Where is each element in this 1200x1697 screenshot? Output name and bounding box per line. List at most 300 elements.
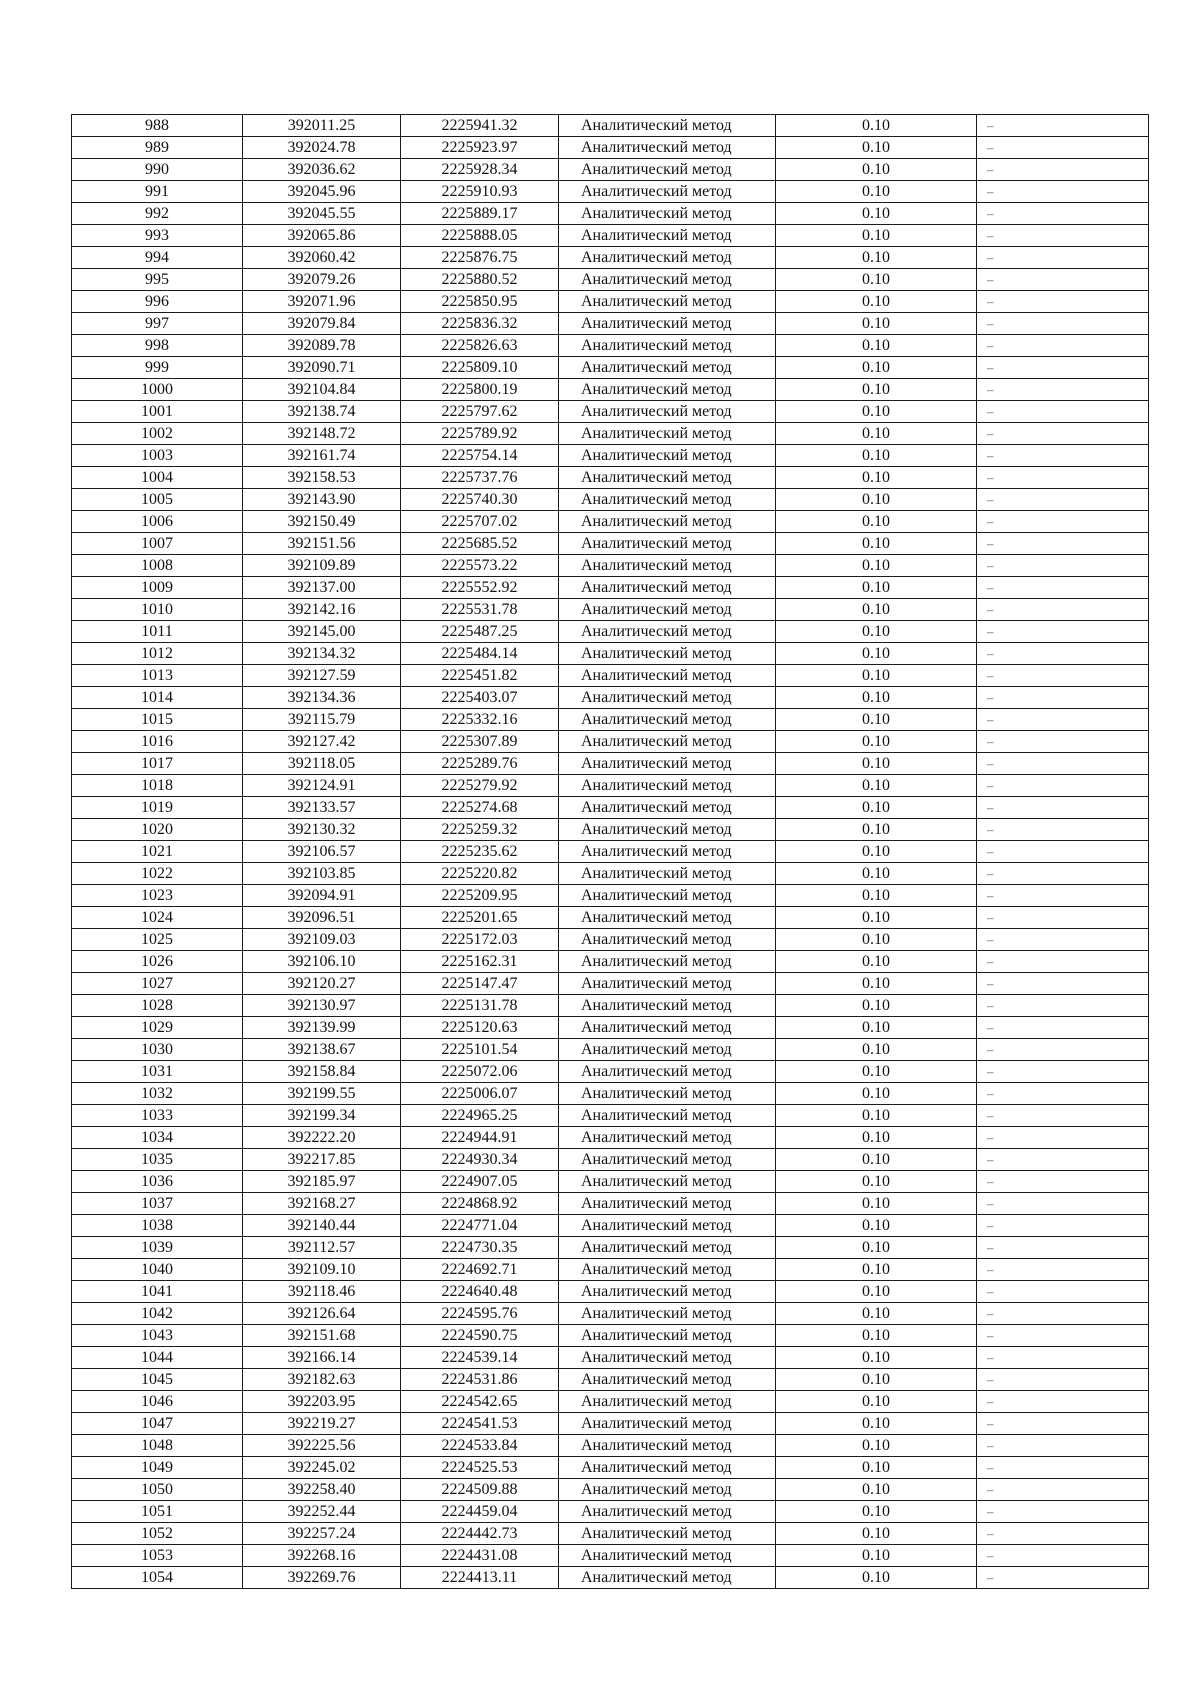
y-coordinate-cell: 2225101.54 [401,1039,559,1061]
note-cell: – [977,621,1149,643]
note-cell: – [977,951,1149,973]
y-coordinate-cell: 2225573.22 [401,555,559,577]
accuracy-cell: 0.10 [776,951,977,973]
note-cell: – [977,907,1149,929]
point-number-cell: 1037 [72,1193,243,1215]
table-row [72,1061,1149,1083]
y-coordinate-cell: 2225201.65 [401,907,559,929]
note-cell: – [977,489,1149,511]
point-number-cell: 1043 [72,1325,243,1347]
note-cell: – [977,159,1149,181]
x-coordinate-cell: 392115.79 [243,709,401,731]
table-row [72,1501,1149,1523]
table-row [72,1479,1149,1501]
note-cell: – [977,137,1149,159]
point-number-cell: 1013 [72,665,243,687]
method-cell: Аналитический метод [559,1127,776,1149]
method-cell: Аналитический метод [559,1479,776,1501]
accuracy-cell: 0.10 [776,511,977,533]
point-number-cell: 1007 [72,533,243,555]
y-coordinate-cell: 2224542.65 [401,1391,559,1413]
y-coordinate-cell: 2225289.76 [401,753,559,775]
table-row [72,709,1149,731]
accuracy-cell: 0.10 [776,1303,977,1325]
accuracy-cell: 0.10 [776,929,977,951]
method-cell: Аналитический метод [559,1193,776,1215]
method-cell: Аналитический метод [559,1215,776,1237]
accuracy-cell: 0.10 [776,1017,977,1039]
x-coordinate-cell: 392096.51 [243,907,401,929]
y-coordinate-cell: 2224640.48 [401,1281,559,1303]
point-number-cell: 992 [72,203,243,225]
point-number-cell: 1008 [72,555,243,577]
note-cell: – [977,643,1149,665]
table-row [72,731,1149,753]
y-coordinate-cell: 2225789.92 [401,423,559,445]
note-cell: – [977,995,1149,1017]
y-coordinate-cell: 2225259.32 [401,819,559,841]
point-number-cell: 1053 [72,1545,243,1567]
note-cell: – [977,533,1149,555]
accuracy-cell: 0.10 [776,445,977,467]
y-coordinate-cell: 2225147.47 [401,973,559,995]
y-coordinate-cell: 2224459.04 [401,1501,559,1523]
y-coordinate-cell: 2225172.03 [401,929,559,951]
table-row [72,951,1149,973]
note-cell: – [977,379,1149,401]
point-number-cell: 997 [72,313,243,335]
y-coordinate-cell: 2224868.92 [401,1193,559,1215]
point-number-cell: 1033 [72,1105,243,1127]
table-row [72,181,1149,203]
accuracy-cell: 0.10 [776,1171,977,1193]
method-cell: Аналитический метод [559,1105,776,1127]
table-row [72,137,1149,159]
accuracy-cell: 0.10 [776,203,977,225]
table-row [72,775,1149,797]
note-cell: – [977,269,1149,291]
table-row [72,1083,1149,1105]
table-row [72,1457,1149,1479]
accuracy-cell: 0.10 [776,1105,977,1127]
accuracy-cell: 0.10 [776,995,977,1017]
y-coordinate-cell: 2225552.92 [401,577,559,599]
point-number-cell: 1054 [72,1567,243,1589]
note-cell: – [977,335,1149,357]
y-coordinate-cell: 2225941.32 [401,115,559,137]
table-row [72,995,1149,1017]
point-number-cell: 1029 [72,1017,243,1039]
note-cell: – [977,555,1149,577]
note-cell: – [977,313,1149,335]
y-coordinate-cell: 2225235.62 [401,841,559,863]
y-coordinate-cell: 2225307.89 [401,731,559,753]
y-coordinate-cell: 2225850.95 [401,291,559,313]
table-row [72,643,1149,665]
note-cell: – [977,181,1149,203]
accuracy-cell: 0.10 [776,247,977,269]
accuracy-cell: 0.10 [776,863,977,885]
method-cell: Аналитический метод [559,863,776,885]
accuracy-cell: 0.10 [776,1039,977,1061]
note-cell: – [977,1435,1149,1457]
method-cell: Аналитический метод [559,643,776,665]
y-coordinate-cell: 2225685.52 [401,533,559,555]
method-cell: Аналитический метод [559,973,776,995]
x-coordinate-cell: 392143.90 [243,489,401,511]
point-number-cell: 1002 [72,423,243,445]
y-coordinate-cell: 2225836.32 [401,313,559,335]
accuracy-cell: 0.10 [776,907,977,929]
method-cell: Аналитический метод [559,313,776,335]
note-cell: – [977,357,1149,379]
note-cell: – [977,1083,1149,1105]
table-row [72,269,1149,291]
note-cell: – [977,841,1149,863]
table-row [72,1347,1149,1369]
x-coordinate-cell: 392142.16 [243,599,401,621]
note-cell: – [977,1017,1149,1039]
point-number-cell: 1024 [72,907,243,929]
method-cell: Аналитический метод [559,1435,776,1457]
accuracy-cell: 0.10 [776,379,977,401]
x-coordinate-cell: 392158.84 [243,1061,401,1083]
point-number-cell: 994 [72,247,243,269]
note-cell: – [977,577,1149,599]
point-number-cell: 1036 [72,1171,243,1193]
point-number-cell: 1031 [72,1061,243,1083]
point-number-cell: 1020 [72,819,243,841]
table-row [72,247,1149,269]
point-number-cell: 990 [72,159,243,181]
accuracy-cell: 0.10 [776,1369,977,1391]
table-row [72,1523,1149,1545]
point-number-cell: 1045 [72,1369,243,1391]
y-coordinate-cell: 2225910.93 [401,181,559,203]
x-coordinate-cell: 392166.14 [243,1347,401,1369]
note-cell: – [977,1391,1149,1413]
point-number-cell: 1000 [72,379,243,401]
accuracy-cell: 0.10 [776,687,977,709]
method-cell: Аналитический метод [559,401,776,423]
note-cell: – [977,599,1149,621]
method-cell: Аналитический метод [559,115,776,137]
accuracy-cell: 0.10 [776,1457,977,1479]
note-cell: – [977,709,1149,731]
method-cell: Аналитический метод [559,841,776,863]
y-coordinate-cell: 2225923.97 [401,137,559,159]
y-coordinate-cell: 2225707.02 [401,511,559,533]
method-cell: Аналитический метод [559,357,776,379]
table-row [72,665,1149,687]
point-number-cell: 1026 [72,951,243,973]
note-cell: – [977,665,1149,687]
x-coordinate-cell: 392124.91 [243,775,401,797]
x-coordinate-cell: 392060.42 [243,247,401,269]
accuracy-cell: 0.10 [776,181,977,203]
x-coordinate-cell: 392094.91 [243,885,401,907]
point-number-cell: 1040 [72,1259,243,1281]
point-number-cell: 1042 [72,1303,243,1325]
note-cell: – [977,1303,1149,1325]
y-coordinate-cell: 2225740.30 [401,489,559,511]
y-coordinate-cell: 2225279.92 [401,775,559,797]
x-coordinate-cell: 392185.97 [243,1171,401,1193]
point-number-cell: 1009 [72,577,243,599]
x-coordinate-cell: 392168.27 [243,1193,401,1215]
y-coordinate-cell: 2225451.82 [401,665,559,687]
y-coordinate-cell: 2225131.78 [401,995,559,1017]
x-coordinate-cell: 392109.10 [243,1259,401,1281]
accuracy-cell: 0.10 [776,401,977,423]
method-cell: Аналитический метод [559,291,776,313]
x-coordinate-cell: 392065.86 [243,225,401,247]
accuracy-cell: 0.10 [776,423,977,445]
point-number-cell: 1044 [72,1347,243,1369]
point-number-cell: 995 [72,269,243,291]
y-coordinate-cell: 2224595.76 [401,1303,559,1325]
point-number-cell: 999 [72,357,243,379]
table-row [72,863,1149,885]
table-row [72,753,1149,775]
method-cell: Аналитический метод [559,533,776,555]
table-row [72,489,1149,511]
accuracy-cell: 0.10 [776,533,977,555]
x-coordinate-cell: 392103.85 [243,863,401,885]
x-coordinate-cell: 392079.84 [243,313,401,335]
accuracy-cell: 0.10 [776,775,977,797]
note-cell: – [977,1105,1149,1127]
y-coordinate-cell: 2225797.62 [401,401,559,423]
x-coordinate-cell: 392158.53 [243,467,401,489]
x-coordinate-cell: 392106.57 [243,841,401,863]
point-number-cell: 998 [72,335,243,357]
accuracy-cell: 0.10 [776,489,977,511]
table-row [72,1237,1149,1259]
method-cell: Аналитический метод [559,1369,776,1391]
note-cell: – [977,819,1149,841]
x-coordinate-cell: 392245.02 [243,1457,401,1479]
point-number-cell: 1017 [72,753,243,775]
x-coordinate-cell: 392258.40 [243,1479,401,1501]
note-cell: – [977,291,1149,313]
x-coordinate-cell: 392203.95 [243,1391,401,1413]
y-coordinate-cell: 2224541.53 [401,1413,559,1435]
table-row [72,115,1149,137]
point-number-cell: 1048 [72,1435,243,1457]
y-coordinate-cell: 2224590.75 [401,1325,559,1347]
x-coordinate-cell: 392257.24 [243,1523,401,1545]
table-row [72,797,1149,819]
x-coordinate-cell: 392126.64 [243,1303,401,1325]
y-coordinate-cell: 2225006.07 [401,1083,559,1105]
accuracy-cell: 0.10 [776,1435,977,1457]
table-row [72,1545,1149,1567]
method-cell: Аналитический метод [559,1039,776,1061]
method-cell: Аналитический метод [559,819,776,841]
y-coordinate-cell: 2224431.08 [401,1545,559,1567]
accuracy-cell: 0.10 [776,577,977,599]
method-cell: Аналитический метод [559,907,776,929]
method-cell: Аналитический метод [559,335,776,357]
accuracy-cell: 0.10 [776,1545,977,1567]
method-cell: Аналитический метод [559,1523,776,1545]
x-coordinate-cell: 392104.84 [243,379,401,401]
method-cell: Аналитический метод [559,1281,776,1303]
table-row [72,1281,1149,1303]
table-row [72,1215,1149,1237]
method-cell: Аналитический метод [559,1237,776,1259]
accuracy-cell: 0.10 [776,159,977,181]
table-row [72,577,1149,599]
point-number-cell: 1003 [72,445,243,467]
point-number-cell: 1032 [72,1083,243,1105]
table-row [72,1325,1149,1347]
table-row [72,687,1149,709]
method-cell: Аналитический метод [559,599,776,621]
note-cell: – [977,247,1149,269]
y-coordinate-cell: 2225889.17 [401,203,559,225]
note-cell: – [977,775,1149,797]
note-cell: – [977,687,1149,709]
accuracy-cell: 0.10 [776,841,977,863]
accuracy-cell: 0.10 [776,269,977,291]
method-cell: Аналитический метод [559,1061,776,1083]
x-coordinate-cell: 392112.57 [243,1237,401,1259]
point-number-cell: 1038 [72,1215,243,1237]
x-coordinate-cell: 392130.97 [243,995,401,1017]
point-number-cell: 1022 [72,863,243,885]
point-number-cell: 988 [72,115,243,137]
method-cell: Аналитический метод [559,731,776,753]
point-number-cell: 1023 [72,885,243,907]
table-row [72,1017,1149,1039]
table-row [72,1567,1149,1589]
table-row [72,291,1149,313]
method-cell: Аналитический метод [559,1391,776,1413]
x-coordinate-cell: 392269.76 [243,1567,401,1589]
accuracy-cell: 0.10 [776,1149,977,1171]
note-cell: – [977,797,1149,819]
table-body [72,115,1149,1589]
method-cell: Аналитический метод [559,137,776,159]
note-cell: – [977,423,1149,445]
table-row [72,533,1149,555]
point-number-cell: 1050 [72,1479,243,1501]
x-coordinate-cell: 392182.63 [243,1369,401,1391]
y-coordinate-cell: 2224730.35 [401,1237,559,1259]
table-row [72,379,1149,401]
x-coordinate-cell: 392137.00 [243,577,401,599]
table-row [72,819,1149,841]
y-coordinate-cell: 2225737.76 [401,467,559,489]
method-cell: Аналитический метод [559,995,776,1017]
note-cell: – [977,929,1149,951]
method-cell: Аналитический метод [559,687,776,709]
method-cell: Аналитический метод [559,423,776,445]
note-cell: – [977,1259,1149,1281]
x-coordinate-cell: 392138.74 [243,401,401,423]
method-cell: Аналитический метод [559,203,776,225]
accuracy-cell: 0.10 [776,1127,977,1149]
note-cell: – [977,401,1149,423]
note-cell: – [977,1171,1149,1193]
accuracy-cell: 0.10 [776,291,977,313]
y-coordinate-cell: 2225274.68 [401,797,559,819]
method-cell: Аналитический метод [559,489,776,511]
table-row [72,907,1149,929]
x-coordinate-cell: 392138.67 [243,1039,401,1061]
method-cell: Аналитический метод [559,1347,776,1369]
note-cell: – [977,731,1149,753]
table-row [72,1413,1149,1435]
table-row [72,885,1149,907]
note-cell: – [977,885,1149,907]
accuracy-cell: 0.10 [776,555,977,577]
y-coordinate-cell: 2225209.95 [401,885,559,907]
method-cell: Аналитический метод [559,797,776,819]
note-cell: – [977,973,1149,995]
x-coordinate-cell: 392079.26 [243,269,401,291]
method-cell: Аналитический метод [559,1501,776,1523]
table-row [72,1435,1149,1457]
y-coordinate-cell: 2225487.25 [401,621,559,643]
accuracy-cell: 0.10 [776,137,977,159]
x-coordinate-cell: 392134.32 [243,643,401,665]
table-row [72,929,1149,951]
note-cell: – [977,1457,1149,1479]
accuracy-cell: 0.10 [776,1259,977,1281]
y-coordinate-cell: 2224531.86 [401,1369,559,1391]
x-coordinate-cell: 392151.68 [243,1325,401,1347]
note-cell: – [977,1149,1149,1171]
y-coordinate-cell: 2225484.14 [401,643,559,665]
x-coordinate-cell: 392090.71 [243,357,401,379]
point-number-cell: 1011 [72,621,243,643]
accuracy-cell: 0.10 [776,1413,977,1435]
x-coordinate-cell: 392118.05 [243,753,401,775]
accuracy-cell: 0.10 [776,1567,977,1589]
x-coordinate-cell: 392151.56 [243,533,401,555]
method-cell: Аналитический метод [559,753,776,775]
method-cell: Аналитический метод [559,1567,776,1589]
table-row [72,841,1149,863]
method-cell: Аналитический метод [559,885,776,907]
table-row [72,467,1149,489]
x-coordinate-cell: 392219.27 [243,1413,401,1435]
method-cell: Аналитический метод [559,1171,776,1193]
point-number-cell: 1047 [72,1413,243,1435]
table-row [72,159,1149,181]
x-coordinate-cell: 392109.03 [243,929,401,951]
point-number-cell: 1034 [72,1127,243,1149]
method-cell: Аналитический метод [559,709,776,731]
point-number-cell: 1027 [72,973,243,995]
accuracy-cell: 0.10 [776,1325,977,1347]
method-cell: Аналитический метод [559,379,776,401]
table-row [72,1193,1149,1215]
note-cell: – [977,225,1149,247]
accuracy-cell: 0.10 [776,1237,977,1259]
x-coordinate-cell: 392217.85 [243,1149,401,1171]
table-row [72,401,1149,423]
accuracy-cell: 0.10 [776,753,977,775]
method-cell: Аналитический метод [559,159,776,181]
table-row [72,203,1149,225]
y-coordinate-cell: 2225120.63 [401,1017,559,1039]
method-cell: Аналитический метод [559,1545,776,1567]
accuracy-cell: 0.10 [776,973,977,995]
